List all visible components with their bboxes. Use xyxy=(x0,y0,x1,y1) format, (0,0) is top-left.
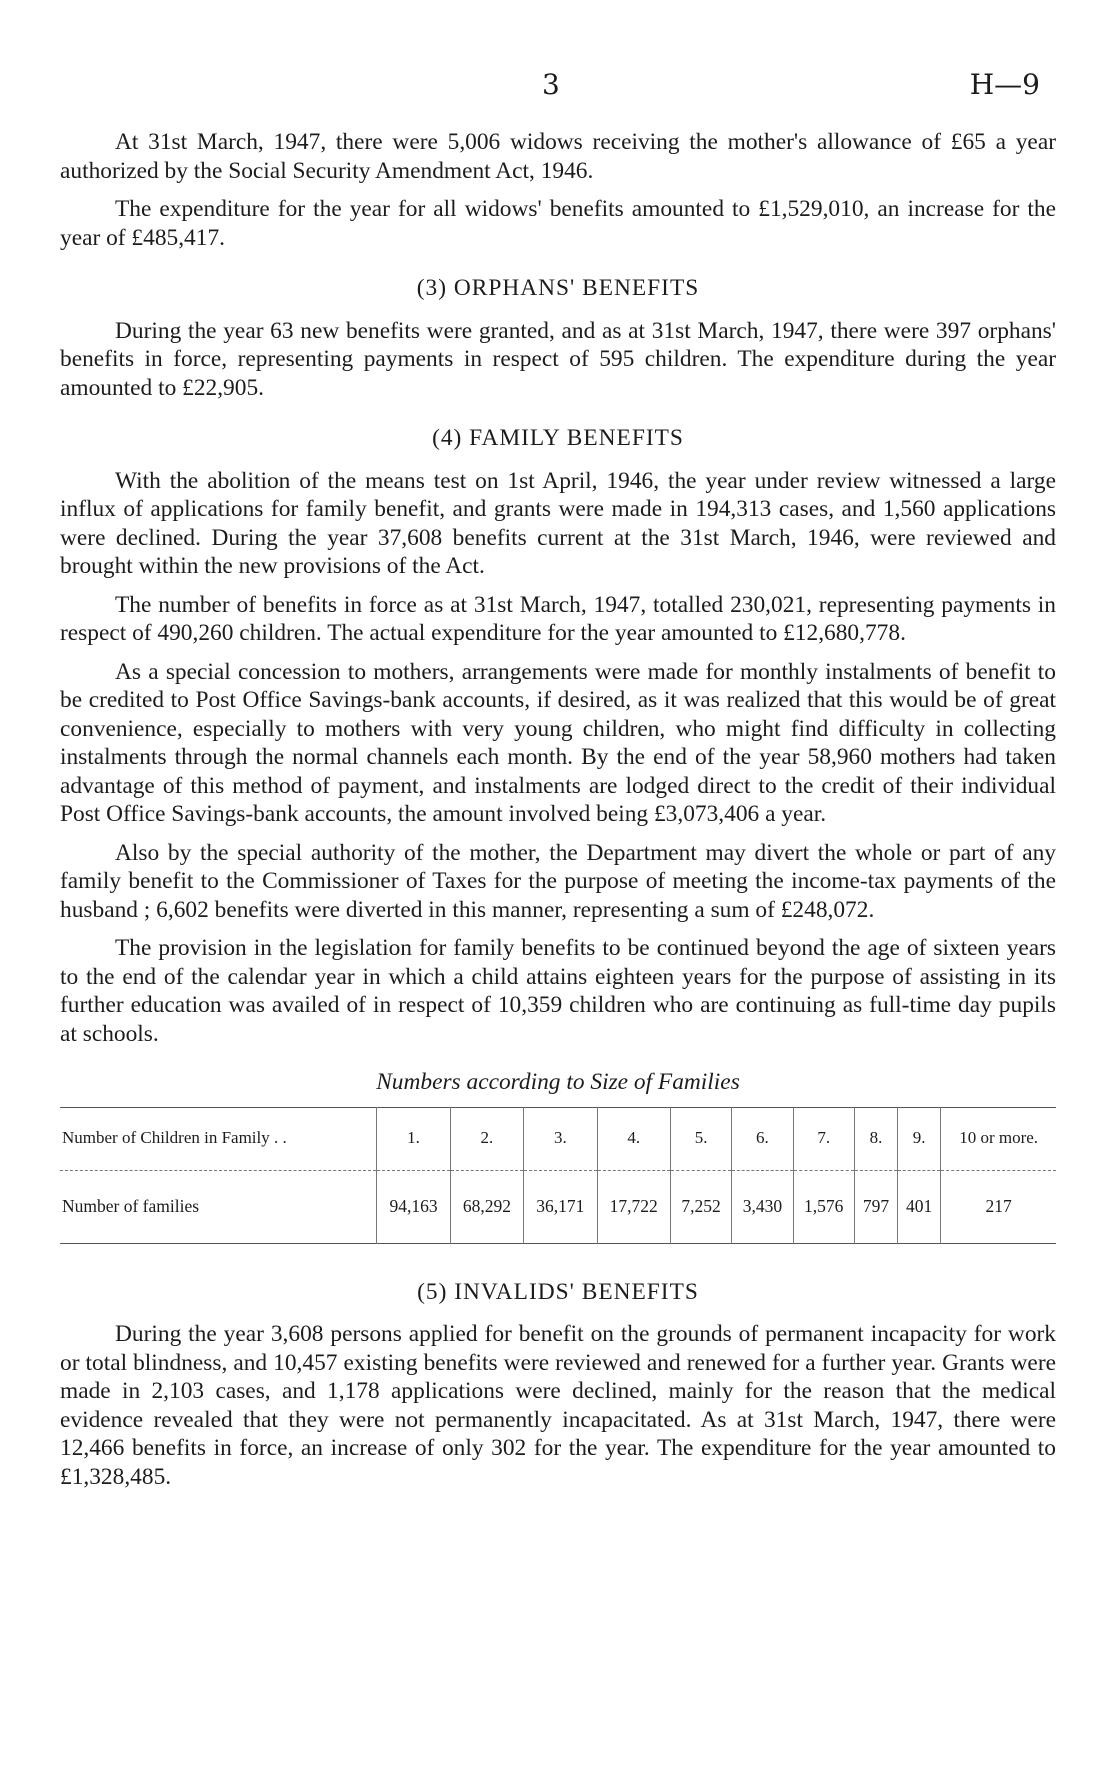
paragraph: The expenditure for the year for all widows' benefits amounted to £1,529,010, an increase for the year of £485,417. xyxy=(60,196,1056,251)
table-cell: 797 xyxy=(854,1170,897,1243)
paragraph: The provision in the legislation for family benefits to be continued beyond the age of sixteen years to the end of the calendar year in which a child attains eighteen years for the purpose of assisting in its further education was availed of in respect of 10,359 children who are continuing as full-time day pupils at schools. xyxy=(60,935,1056,1047)
column-header: 9. xyxy=(898,1107,941,1170)
table-row xyxy=(60,1170,1056,1243)
table-cell: 1,576 xyxy=(793,1170,854,1243)
column-header: 6. xyxy=(732,1107,793,1170)
table-cell: 7,252 xyxy=(670,1170,731,1243)
section-heading-family: (4) FAMILY BENEFITS xyxy=(432,425,684,451)
column-header: 8. xyxy=(854,1107,897,1170)
section-heading-orphans: (3) ORPHANS' BENEFITS xyxy=(416,275,700,301)
page-number: 3 xyxy=(542,68,560,101)
paragraph: During the year 3,608 persons applied for benefit on the grounds of permanent incapacity for work or total blindness, and 10,457 existing benefits were reviewed and renewed for a further year. Grants were made in 2,103 cases, and 1,178 applications were declined, mainly for the reason that the medical evidence revealed that they were not permanently incapacitated. As at 31st March, 1947, there were 12,466 benefits in force, an increase of only 302 for the year. The expenditure for the year amounted to £1,328,485. xyxy=(60,1321,1056,1490)
paragraph: As a special concession to mothers, arrangements were made for monthly instalments of benefit to be credited to Post Office Savings-bank accounts, if desired, as it was realized that this would be of great convenience, especially to mothers with very young children, who might find difficulty in collecting instalments through the normal channels each month. By the end of the year 58,960 mothers had taken advantage of this method of payment, and instalments are lodged direct to the credit of their individual Post Office Savings-bank accounts, the amount involved being £3,073,406 a year. xyxy=(60,658,1056,827)
column-header: 10 or more. xyxy=(941,1107,1056,1170)
family-size-table xyxy=(60,1107,1056,1244)
column-header: 2. xyxy=(450,1107,523,1170)
paragraph: Also by the special authority of the mother, the Department may divert the whole or part of any family benefit to the Commissioner of Taxes for the purpose of meeting the income-tax payments of the husband ; 6,602 benefits were diverted in this manner, representing a sum of £248,072. xyxy=(60,839,1056,923)
column-header: 4. xyxy=(597,1107,670,1170)
table-header-label: Number of Children in Family . . xyxy=(62,1128,287,1148)
section-heading-invalids: (5) INVALIDS' BENEFITS xyxy=(417,1278,699,1305)
column-header: 1. xyxy=(377,1107,450,1170)
document-reference: H—9 xyxy=(969,68,1040,101)
table-cell: 401 xyxy=(898,1170,941,1243)
table-cell: 217 xyxy=(941,1170,1056,1243)
table-header-row xyxy=(60,1107,1056,1170)
paragraph: During the year 63 new benefits were granted, and as at 31st March, 1947, there were 397 orphans' benefits in force, representing payments in respect of 595 children. The expenditure during the year amounted to £22,905. xyxy=(60,317,1056,401)
paragraph: With the abolition of the means test on 1st April, 1946, the year under review witnessed a large influx of applications for family benefit, and grants were made in 194,313 cases, and 1,560 applications were declined. During the year 37,608 benefits current at the 31st March, 1946, were reviewed and brought within the new provisions of the Act. xyxy=(60,467,1056,579)
document-body xyxy=(60,128,1056,1501)
paragraph: At 31st March, 1947, there were 5,006 widows receiving the mother's allowance of £65 a year authorized by the Social Security Amendment Act, 1946. xyxy=(60,129,1056,184)
column-header: 3. xyxy=(524,1107,597,1170)
table-cell: 36,171 xyxy=(524,1170,597,1243)
table-cell: 17,722 xyxy=(597,1170,670,1243)
row-label: Number of families xyxy=(62,1196,200,1217)
page-header xyxy=(0,68,1114,108)
table-title: Numbers according to Size of Families xyxy=(376,1069,740,1095)
table-cell: 3,430 xyxy=(732,1170,793,1243)
paragraph: The number of benefits in force as at 31st March, 1947, totalled 230,021, representing payments in respect of 490,260 children. The actual expenditure for the year amounted to £12,680,778. xyxy=(60,591,1056,646)
table-cell: 68,292 xyxy=(450,1170,523,1243)
table-cell: 94,163 xyxy=(377,1170,450,1243)
column-header: 5. xyxy=(670,1107,731,1170)
column-header: 7. xyxy=(793,1107,854,1170)
